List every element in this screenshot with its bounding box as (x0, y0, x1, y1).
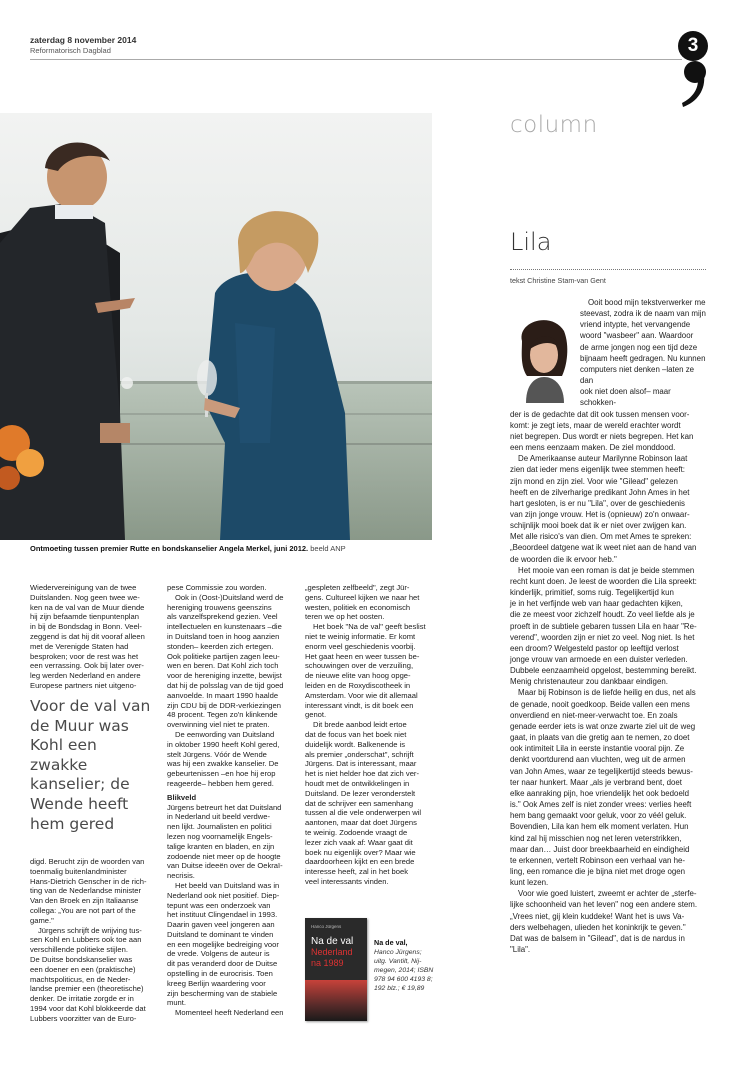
text-line: onverdiend en niet-meer-verwacht toe. En zoals (510, 710, 678, 720)
book-cover-author: Hanco Jürgens (311, 924, 342, 929)
text-line: gaat, in plaats van die gretig aan te nemen, zo doet (510, 733, 690, 743)
text-line: te erkennen, vertelt Robinson een verhaal van he- (510, 855, 686, 865)
text-line: Voor wie goed luistert, zweemt er achter de „sterfe- (518, 889, 697, 899)
text-line: 1994 voor dat Kohl blokkeerde dat (30, 1003, 146, 1013)
text-line: een doener en een (praktische) (30, 964, 136, 974)
text-line: „Vrees niet, gij klein kuddeke! Want het is uws Va- (510, 911, 685, 921)
text-line: Maar bij Robinson is de liefde heilig en dus, net als (518, 688, 696, 698)
book-cover-title-line: Nederland (311, 947, 353, 957)
text-line: reageerde– hebben hem gered. (167, 778, 274, 788)
text-line: interesse heeft, zal in het boek (305, 867, 409, 877)
text-line: lezen nog voornamelijk Engels- (167, 831, 273, 841)
text-line: ders welbehagen, ulieden het koninkrijk te geven." (510, 922, 686, 932)
text-line: in Nederland uit beeld verdwe- (167, 812, 270, 822)
text-line: je in het verfijnde web van haar gedachten kijken, (510, 599, 683, 609)
book-info-line: 192 blz.; € 19,89 (374, 985, 425, 992)
text-line: zijn bescherming van de stabiele (167, 988, 278, 998)
book-info (374, 938, 436, 993)
text-line: Ooit bood mijn tekstverwerker me (588, 298, 706, 307)
text-line: aantonen, maar dat doet Jürgens (305, 818, 417, 828)
text-line: nen lijkt. Journalisten en politici (167, 822, 272, 832)
text-line: Ook politieke partijen zagen leeu- (167, 651, 280, 661)
text-line: voor de hereniging inzette, bewijst (167, 671, 282, 681)
text-line: machtspoliticus, en de Neder- (30, 974, 131, 984)
text-line: ook intimiteit Lila in eerste instantie vooral pijn. Ze (510, 744, 685, 754)
text-line: een droom? Welgesteld pastor op leeftijd verlost (510, 643, 679, 653)
text-line: westen, politiek en economisch (305, 602, 411, 612)
text-line: ter naar hunkert. Maar „als je verbrand bent, doet (510, 777, 682, 787)
text-line: Momenteel heeft Nederland een (175, 1008, 284, 1018)
text-line: als premier „onderschat", schrijft (305, 749, 414, 759)
text-line: pese Commissie zou worden. (167, 583, 267, 592)
text-line: veel interessants vinden. (305, 876, 389, 886)
text-line: en een mogelijke bedreiging voor (167, 939, 279, 949)
text-line: was hij een zwakke kanselier. De (167, 759, 279, 769)
text-line: Duitsland. De lezer veronderstelt (305, 788, 416, 798)
text-line: woord "wasbeer" aan. Waardoor (580, 331, 694, 341)
text-line: teren we op het oosten. (305, 612, 385, 622)
text-line: kind zal hij misschien nog net leren veterstrikken, (510, 833, 682, 843)
text-line: De Duitse bondskanselier was (30, 954, 133, 964)
article-photo (0, 113, 432, 540)
text-line: in oktober 1990 heeft Kohl gered, (167, 739, 280, 749)
text-line: talige kranten en bladen, en zijn (167, 841, 275, 851)
text-line: leiden en de Roxydiscotheek in (305, 680, 411, 690)
text-line: Jürgens. Dat is interessant, maar (305, 759, 417, 769)
text-line: genot. (305, 710, 327, 720)
text-line: tussen al die vele onderwerpen wil (305, 808, 422, 818)
column-title: Lila (510, 228, 552, 256)
text-line: schouwingen over de verzuiling, (305, 661, 414, 671)
text-line: kunt lezen. (510, 878, 549, 888)
text-line: dit pas veranderd door de Duitse (167, 959, 278, 969)
text-line: Amsterdam. Voor wie dit allemaal (305, 690, 418, 700)
text-line: Hans-Dietrich Genscher in de rich- (30, 876, 147, 886)
text-line: aanvoelde. In maart 1990 haalde (167, 690, 279, 700)
text-line: Nederland ook niet positief. Diep- (167, 890, 280, 900)
text-line: lijke schoonheid van het leven" nog een andere stem. (510, 900, 698, 910)
text-line: munt. (167, 998, 186, 1008)
pull-quote: Voor de val van de Muur was Kohl een zwakke kanselier; de Wende heeft hem gered (30, 697, 151, 833)
text-line: zijn CDU bij de DDR-verkiezingen (167, 700, 281, 710)
title-divider (510, 269, 706, 270)
text-line: hereniging trouwens geenszins (167, 602, 272, 612)
text-line: Wiedervereinigung van de twee (30, 583, 137, 592)
text-line: landse premier een (theoretische) (30, 984, 144, 994)
column-body (510, 297, 708, 955)
book-info-author: Hanco Jürgens; (374, 949, 422, 956)
text-line: dat de focus van het boek niet (305, 729, 407, 739)
text-line: de woorden die ik ervoor heb." (510, 554, 617, 564)
text-line: toenmalig buitenlandminister (30, 866, 127, 876)
text-line: Ook in (Oost-)Duitsland werd de (175, 592, 284, 602)
text-line: Bovendien, Lila kan hem elk moment verlaten. Hun (510, 822, 689, 832)
book-cover-title (311, 936, 353, 969)
text-line: de vrede. Volgens de auteur is (167, 949, 270, 959)
text-line: verend", woorden zijn er niet zo veel. Nog niet. Is het (510, 632, 695, 642)
text-line: maar dan… Juist door breekbaarheid en eindigheid (510, 844, 690, 854)
text-line: hart gesloten, is er nu "Lila", over de geschiedenis (510, 498, 685, 508)
comma-logo-icon (679, 60, 707, 108)
subheading: Blikveld (167, 792, 197, 802)
text-line: Jürgens betreurt het dat Duitsland (167, 802, 282, 812)
text-line: tepunt was een onderzoek van (167, 900, 271, 910)
text-line: game." (30, 915, 54, 925)
text-line: als vanzelfsprekend gezien. Veel (167, 612, 278, 622)
text-line: zeggend is dat hij dit vooraf alleen (30, 631, 145, 641)
text-line: der is de gedachte dat dit ook tussen mensen voor- (510, 409, 690, 419)
text-line: necrisis. (167, 871, 195, 881)
photo-caption (30, 544, 430, 553)
text-line: intellectuelen en kunstenaars –die (167, 622, 282, 632)
text-line: dat de schrijver een samenhang (305, 798, 414, 808)
text-line: Het mooie van een roman is dat je beide stemmen (518, 565, 695, 575)
text-line: "Lila". (510, 945, 531, 955)
text-line: ook niet doen alsof– maar schokken- (580, 387, 671, 408)
book-info-line: megen, 2014; ISBN (374, 967, 434, 974)
text-line: niet begrepen. Dus wordt er niets begrepen. Het kan (510, 431, 694, 441)
text-line: zijn mond en zijn ziel. Voor wie "Gilead" gelezen (510, 476, 678, 486)
text-line: recht kunt doen. Je leest de woorden die Lila spreekt: (510, 576, 697, 586)
text-line: niet te weinig informatie. Er komt (305, 631, 416, 641)
text-line: jonge vrouw van armoede en een duister verleden. (510, 655, 688, 664)
text-line: lezer zich vaak af: Waar gaat dit (305, 837, 413, 847)
photo-credit: beeld ANP (310, 544, 346, 553)
text-line: enorm veel geschiedenis voorbij. (305, 641, 416, 651)
text-line: denker. De irritatie zorgde er in (30, 994, 134, 1004)
text-line: Duitslanden. Nog geen twee we- (30, 592, 140, 602)
text-line: is." Ook Ames zelf is niet zonder vrees: verlies heeft (510, 800, 692, 810)
text-line: ting van de Nederlandse minister (30, 886, 142, 896)
article-column-1 (30, 583, 154, 691)
text-line: elke aanraking pijn, hoe vriendelijk het ook bedoeld (510, 788, 689, 798)
text-line: Europese partners niet uitgeno- (30, 680, 137, 690)
text-line: kreeg Berlijn waardering voor (167, 978, 266, 988)
text-line: „gespleten zelfbeeld", zegt Jür- (305, 583, 410, 592)
text-line: besproken; voor de rest was het (30, 651, 139, 661)
book-cover-title-line: Na de val (311, 936, 354, 947)
text-line: Dubbele eenzaamheid opgelost, bestemming bereikt. (510, 666, 697, 676)
text-line: leg werden Nederland en andere (30, 671, 141, 681)
text-line: stonden– keerden zich ertegen. (167, 641, 274, 651)
text-line: genade eerder iets is wat onze zwarte ziel uit de weg (510, 721, 696, 731)
text-line: zodoende niet meer op de hoogte (167, 851, 281, 861)
text-line: een verrassing. Ook bij later over- (30, 661, 144, 671)
article-column-3 (305, 583, 433, 887)
text-line: stelt Jürgens. Vóór de Wende (167, 749, 267, 759)
text-line: 48 procent. Tegen zo'n klinkende (167, 710, 278, 720)
book-cover (305, 918, 367, 1021)
text-line: Het gaat heen en weer tussen be- (305, 651, 420, 661)
page-number: 3 (678, 31, 708, 61)
text-line: de arme jongen nog een tijd deze (580, 342, 698, 352)
text-line: opstelling in de eurocrisis. Toen (167, 969, 273, 979)
text-line: Het boek "Na de val" geeft beslist (313, 622, 426, 632)
text-line: schijnlijk mooi boek dat ik er niet over zwijgen kan. (510, 521, 687, 531)
header-date: zaterdag 8 november 2014 (30, 35, 137, 45)
header-rule (30, 59, 682, 60)
text-line: in Duitsland toen in hoog aanzien (167, 631, 280, 641)
text-line: „Beoordeel datgene wat ik weet niet aan de hand van (510, 543, 697, 553)
text-line: steevast, zodra ik de naam van mijn (580, 309, 706, 319)
text-line: het is niet helder hoe dat zich ver- (305, 769, 419, 779)
text-line: Dit brede aanbod leidt ertoe (313, 720, 407, 730)
text-line: boek nu eigenlijk over? Maar wie (305, 847, 416, 857)
text-line: Jürgens schrijft de wrijving tus- (38, 925, 142, 935)
text-line: komt: je zegt iets, maar de wereld erachter wordt (510, 420, 681, 430)
section-kicker: column (510, 112, 598, 138)
text-line: interessant vindt, is dit boek een (305, 700, 414, 710)
article-column-1-continued (30, 857, 154, 1024)
byline: tekst Christine Stam-van Gent (510, 276, 606, 285)
text-line: gebeurtenissen –en hoe hij erop (167, 769, 276, 779)
text-line: heeft en de zilverharige predikant John Ames in het (510, 487, 690, 497)
text-line: De Amerikaanse auteur Marilynne Robinson laat (518, 454, 688, 464)
text-line: duidelijk wordt. Balkenende is (305, 739, 406, 749)
book-cover-image (305, 980, 367, 1021)
text-line: ling, een romance die je bijna niet met droge ogen (510, 866, 686, 876)
text-line: te weinig. Zodoende vraagt de (305, 827, 408, 837)
header-paper-name: Reformatorisch Dagblad (30, 46, 111, 55)
caption-text: Ontmoeting tussen premier Rutte en bondskanselier Angela Merkel, juni 2012. (30, 544, 309, 553)
text-line: ken na de val van de Muur diende (30, 602, 145, 612)
text-line: proeft in de subtiele gebaren tussen Lila en haar "Re- (510, 621, 697, 631)
text-line: de genade, nooit goedkoop. Beide vallen een mens (510, 699, 690, 709)
text-line: van zijn jonge vrouw. Het is (opnieuw) zo'n onwaar- (510, 509, 690, 519)
text-line: Van den Broek en zijn Italiaanse (30, 896, 139, 906)
text-line: houdt met de ontwikkelingen in (305, 778, 410, 788)
text-line: De eenwording van Duitsland (175, 729, 275, 739)
text-line: in bij de Bondsdag in Bonn. Veel- (30, 622, 142, 632)
text-line: gens. Cultureel kijken we naar het (305, 592, 420, 602)
column-intro (510, 297, 708, 409)
text-line: dat hij de polsslag van de tijd goed (167, 680, 284, 690)
text-line: Dat was de balsem in "Gilead", dat is de nardus in (510, 933, 685, 943)
text-line: verschillende politieke stijlen. (30, 945, 128, 955)
text-line: zien dat ieder mens eigenlijk twee stemmen heeft: (510, 465, 686, 475)
text-line: wen en beren. Dat Kohl zich toch (167, 661, 279, 671)
text-line: Duitsland te dominant te vinden (167, 929, 274, 939)
text-line: collega: „You are not part of the (30, 905, 136, 915)
text-line: vriend intypte, het vervangende (580, 320, 691, 330)
book-info-line: uitg. Vantilt, Nij- (374, 958, 422, 965)
book-cover-title-line: na 1989 (311, 958, 344, 968)
text-line: Menig christenauteur zou dankbaar eindigen. (510, 677, 668, 687)
text-line: hij zijn befaamde tienpuntenplan (30, 612, 139, 622)
text-line: sen Kohl en Lubbers ook toe aan (30, 935, 142, 945)
article-column-2 (167, 583, 291, 1018)
text-line: Het beeld van Duitsland was in (175, 880, 280, 890)
text-line: de nieuwe elite van hoog opge- (305, 671, 411, 681)
text-line: kinderlijk, primitief, soms ruig. Tegelijkertijd kun (510, 588, 674, 598)
book-info-title: Na de val, (374, 938, 408, 947)
text-line: hem bang gemaakt voor geluk, voor zo véél geluk. (510, 811, 687, 821)
text-line: Daarin gaven veel jongeren aan (167, 920, 275, 930)
text-line: een mens eenzaam maken. De ziel monddood. (510, 443, 676, 453)
text-line: daardoorheen kijkt en een brede (305, 857, 415, 867)
text-line: Met alle risico's van dien. Om met Ames te spreken: (510, 532, 692, 542)
book-info-line: 978 94 600 4193 8; (374, 976, 433, 983)
text-line: met de Verenigde Staten had (30, 641, 129, 651)
text-line: computers niet denken –laten ze dan (580, 364, 695, 386)
text-line: denkt voortdurend aan vluchten, weg uit de armen (510, 755, 686, 765)
text-line: digd. Berucht zijn de woorden van (30, 857, 145, 866)
text-line: Lubbers voorzitter van de Euro- (30, 1013, 137, 1023)
text-line: het instituut Clingendael in 1993. (167, 910, 278, 920)
text-line: van John Ames, waar ze tegelijkertijd steeds bewus- (510, 766, 693, 776)
text-line: van Duitse ideeën over de Oekraï- (167, 861, 283, 871)
text-line: overwinning viel niet te praten. (167, 720, 270, 730)
text-line: bijnaam heeft gedragen. Nu kunnen (580, 353, 706, 363)
text-line: die ze meest voor zichzelf houdt. Zo veel liefde als je (510, 610, 695, 620)
